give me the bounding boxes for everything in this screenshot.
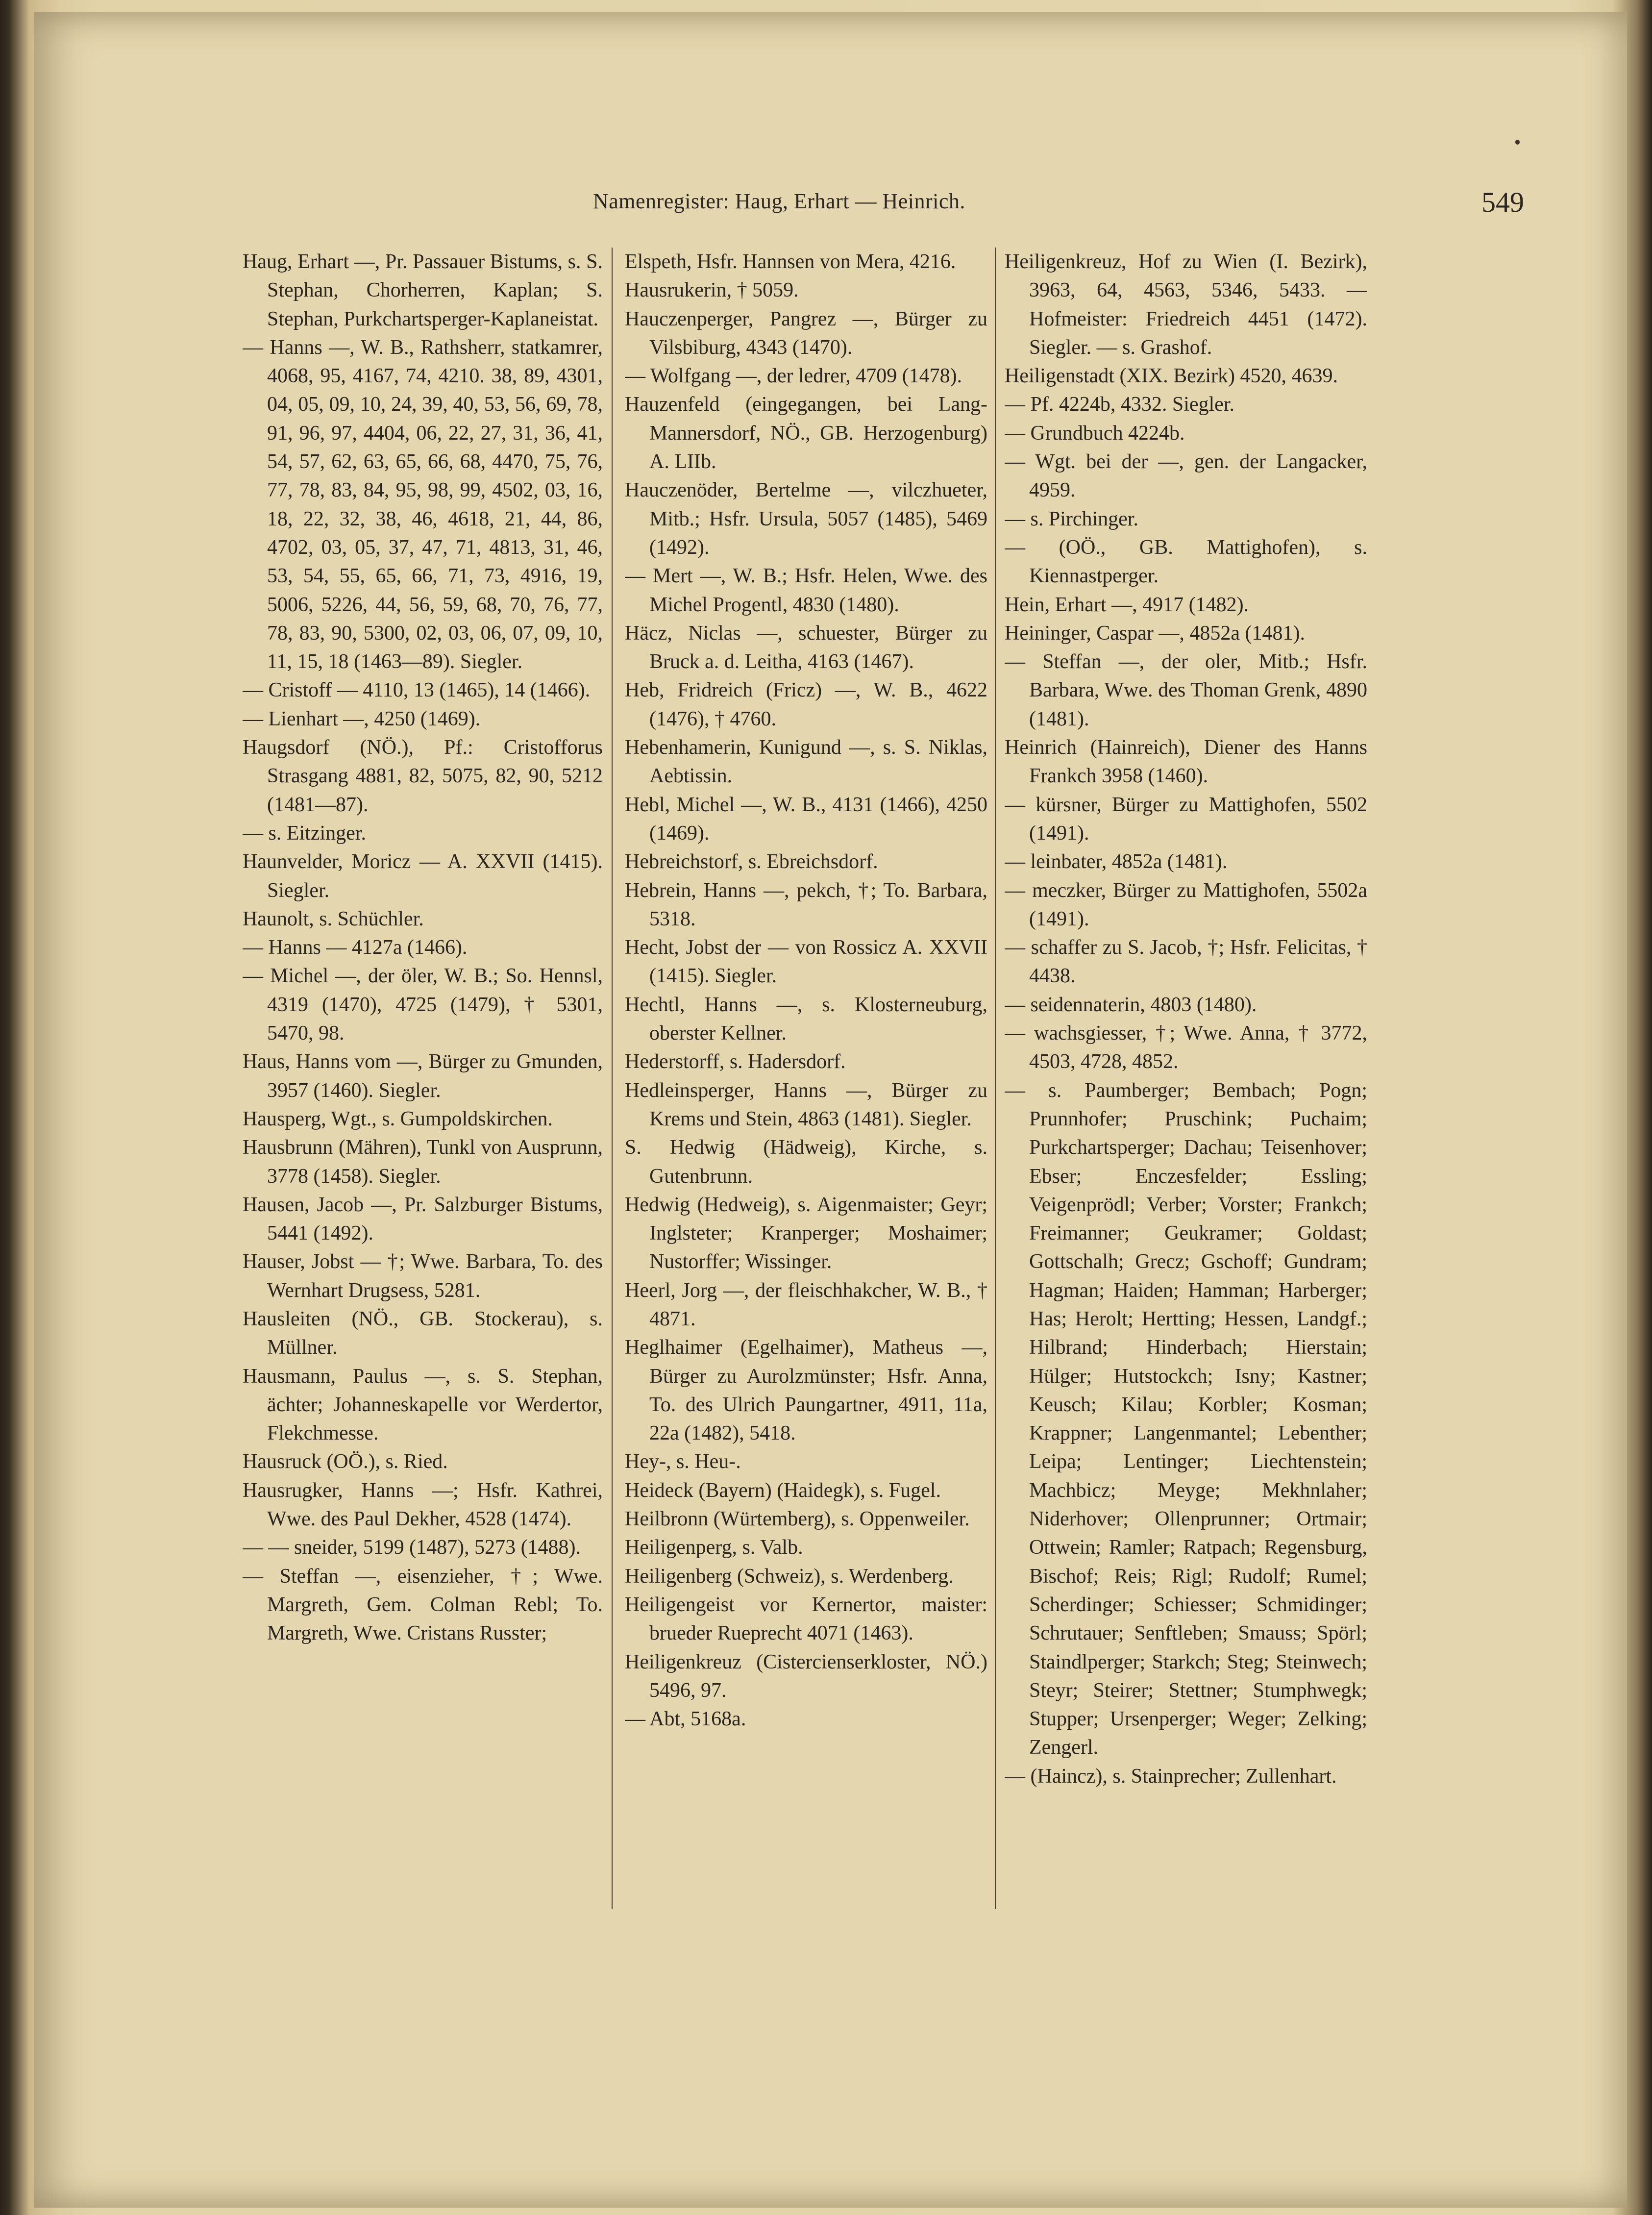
index-entry: Häcz, Niclas —, schuester, Bürger zu Bruck a. d. Leitha, 4163 (1467). [625, 622, 987, 673]
index-entry: Hausperg, Wgt., s. Gumpoldskirchen. [243, 1107, 553, 1130]
index-entry: Heb, Fridreich (Fricz) —, W. B., 4622 (1476), † 4760. [625, 679, 987, 730]
index-entry: — (OÖ., GB. Mattighofen), s. Kiennastperger. [1005, 536, 1367, 588]
index-entry: — s. Paumberger; Bembach; Pogn; Prunnhofer; Pruschink; Puchaim; Purkchartsperger; Dachau; Teisenhover; Ebser; Enczesfelder; Essling; Veigenprödl; Verber; Vorster; Frankch; Freimanner; Geukramer; Goldast; Gottschalh; Grecz; Gschoff; Gundram; Hagman; Haiden; Hamman; Harberger; Has; Herolt; Hertting; Hessen, Landgf.; Hilbrand; Hinderbach; Hierstain; Hülger; Hutstockch; Isny; Kastner; Keusch; Kilau; Korbler; Kosman; Krappner; Langenmantel; Lebenther; Leipa; Lentinger; Liechtenstein; Machbicz; Meyge; Mekhnlaher; Niderhover; Ollenprunner; Ortmair; Ottwein; Ramler; Ratpach; Regensburg, Bischof; Reis; Rigl; Rudolf; Rumel; Scherdinger; Schiesser; Schmidinger; Schrutauer; Senftleben; Smauss; Spörl; Staindlperger; Starkch; Steg; Steinwech; Steyr; Steirer; Stettner; Stumphwegk; Stupper; Ursenperger; Weger; Zelking; Zengerl. [1005, 1079, 1367, 1759]
index-entry: Haus, Hanns vom —, Bürger zu Gmunden, 3957 (1460). Siegler. [243, 1050, 603, 1102]
index-entry: Hausbrunn (Mähren), Tunkl von Ausprunn, 3778 (1458). Siegler. [243, 1136, 603, 1188]
index-entry: Haug, Erhart —, Pr. Passauer Bistums, s. S. Stephan, Chorherren, Kaplan; S. Stephan, Purkchartsperger-Kaplaneistat. [243, 250, 603, 330]
index-entry: Hauzenfeld (eingegangen, bei Lang-Mannersdorf, NÖ., GB. Herzogenburg) A. LIIb. [625, 393, 987, 473]
index-entry: — schaffer zu S. Jacob, †; Hsfr. Felicitas, † 4438. [1005, 936, 1367, 988]
page-number: 549 [1481, 186, 1524, 218]
index-entry: — Pf. 4224b, 4332. Siegler. [1005, 393, 1234, 416]
index-entry: — seidennaterin, 4803 (1480). [1005, 993, 1257, 1016]
index-entry: Hebl, Michel —, W. B., 4131 (1466), 4250 (1469). [625, 793, 987, 845]
index-entry: Hauczenperger, Pangrez —, Bürger zu Vilsbiburg, 4343 (1470). [625, 307, 987, 359]
index-entry: Elspeth, Hsfr. Hannsen von Mera, 4216. [625, 250, 956, 273]
index-entry: Heiligengeist vor Kernertor, maister: brueder Rueprecht 4071 (1463). [625, 1593, 987, 1645]
index-entry: Haugsdorf (NÖ.), Pf.: Cristofforus Strasgang 4881, 82, 5075, 82, 90, 5212 (1481—87). [243, 736, 603, 816]
index-entry: Heilbronn (Würtemberg), s. Oppenweiler. [625, 1508, 970, 1531]
index-entry: Hauczenöder, Bertelme —, vilczhueter, Mitb.; Hsfr. Ursula, 5057 (1485), 5469 (1492). [625, 479, 987, 559]
index-entry: — kürsner, Bürger zu Mattighofen, 5502 (1491). [1005, 793, 1367, 845]
index-entry: — Hanns —, W. B., Rathsherr, statkamrer, 4068, 95, 4167, 74, 4210. 38, 89, 4301, 04, 05, 09, 10, 24, 39, 40, 53, 56, 69, 78, 91, 96, 97, 4404, 06, 22, 27, 31, 36, 41, 54, 57, 62, 63, 65, 66, 68, 4470, 75, 76, 77, 78, 83, 84, 95, 98, 99, 4502, 03, 16, 18, 22, 32, 38, 46, 4618, 21, 44, 86, 4702, 03, 05, 37, 47, 71, 4813, 31, 46, 53, 54, 55, 65, 66, 71, 73, 4916, 19, 5006, 5226, 44, 56, 59, 68, 70, 76, 77, 78, 83, 90, 5300, 02, 03, 06, 07, 09, 10, 11, 15, 18 (1463—89). Siegler. [243, 336, 603, 673]
index-entry: Heiligenkreuz, Hof zu Wien (I. Bezirk), 3963, 64, 4563, 5346, 5433. — Hofmeister: Friedreich 4451 (1472). Siegler. — s. Grashof. [1005, 250, 1367, 359]
index-entry: Heininger, Caspar —, 4852a (1481). [1005, 622, 1305, 645]
index-entry: — — sneider, 5199 (1487), 5273 (1488). [243, 1536, 581, 1559]
running-header [593, 186, 1524, 228]
index-column-2 [625, 248, 987, 1939]
index-entry: Hederstorff, s. Hadersdorf. [625, 1050, 846, 1073]
index-entry: — meczker, Bürger zu Mattighofen, 5502a (1491). [1005, 879, 1367, 930]
index-entry: Hausruck (OÖ.), s. Ried. [243, 1450, 448, 1473]
index-column-3 [1005, 248, 1367, 1939]
index-entry: — Mert —, W. B.; Hsfr. Helen, Wwe. des Michel Progentl, 4830 (1480). [625, 565, 987, 616]
index-entry: S. Hedwig (Hädweig), Kirche, s. Gutenbrunn. [625, 1136, 987, 1188]
index-entry: Hausleiten (NÖ., GB. Stockerau), s. Müllner. [243, 1307, 603, 1359]
index-entry: Heiligenkreuz (Cistercienserkloster, NÖ.) 5496, 97. [625, 1650, 987, 1702]
index-entry: — s. Pirchinger. [1005, 507, 1138, 530]
index-entry: Heiligenperg, s. Valb. [625, 1536, 803, 1559]
index-entry: — Wolfgang —, der ledrer, 4709 (1478). [625, 365, 962, 388]
index-entry: Heiligenberg (Schweiz), s. Werdenberg. [625, 1565, 954, 1588]
index-entry: Heinrich (Hainreich), Diener des Hanns Frankch 3958 (1460). [1005, 736, 1367, 788]
index-entry: Hausen, Jacob —, Pr. Salzburger Bistums, 5441 (1492). [243, 1193, 603, 1245]
column-divider [995, 248, 996, 1909]
index-entry: — Michel —, der öler, W. B.; So. Hennsl, 4319 (1470), 4725 (1479), † 5301, 5470, 98. [243, 965, 603, 1045]
index-entry: — Lienhart —, 4250 (1469). [243, 707, 481, 730]
index-entry: Hechtl, Hanns —, s. Klosterneuburg, oberster Kellner. [625, 993, 987, 1045]
index-entry: Hebreichstorf, s. Ebreichsdorf. [625, 850, 878, 873]
index-entry: Hausmann, Paulus —, s. S. Stephan, ächter; Johanneskapelle vor Werdertor, Flekchmesse. [243, 1365, 603, 1445]
index-entry: — Cristoff — 4110, 13 (1465), 14 (1466). [243, 679, 591, 702]
index-entry: Hey-, s. Heu-. [625, 1450, 741, 1473]
index-entry: Hein, Erhart —, 4917 (1482). [1005, 593, 1249, 616]
index-entry: Hedleinsperger, Hanns —, Bürger zu Krems und Stein, 4863 (1481). Siegler. [625, 1079, 987, 1130]
index-entry: Hausrugker, Hanns —; Hsfr. Kathrei, Wwe. des Paul Dekher, 4528 (1474). [243, 1479, 603, 1531]
index-entry: — leinbater, 4852a (1481). [1005, 850, 1228, 873]
index-entry: Hauser, Jobst — †; Wwe. Barbara, To. des Wernhart Drugsess, 5281. [243, 1250, 603, 1302]
index-entry: — (Haincz), s. Stainprecher; Zullenhart. [1005, 1765, 1337, 1788]
index-entry: Haunvelder, Moricz — A. XXVII (1415). Siegler. [243, 850, 603, 902]
index-entry: Hedwig (Hedweig), s. Aigenmaister; Geyr; Inglsteter; Kranperger; Moshaimer; Nustorffer; Wissinger. [625, 1193, 987, 1273]
ink-spot [1515, 140, 1520, 145]
header-title: Namenregister: Haug, Erhart — Heinrich. [593, 189, 965, 213]
index-entry: — wachsgiesser, †; Wwe. Anna, † 3772, 4503, 4728, 4852. [1005, 1022, 1367, 1073]
index-entry: — Wgt. bei der —, gen. der Langacker, 4959. [1005, 450, 1367, 502]
index-entry: Heiligenstadt (XIX. Bezirk) 4520, 4639. [1005, 365, 1338, 388]
column-divider [612, 248, 613, 1909]
index-entry: — Steffan —, der oler, Mitb.; Hsfr. Barbara, Wwe. des Thoman Grenk, 4890 (1481). [1005, 650, 1367, 730]
index-entry: Heglhaimer (Egelhaimer), Matheus —, Bürger zu Aurolzmünster; Hsfr. Anna, To. des Ulrich Paungartner, 4911, 11a, 22a (1482), 5418. [625, 1336, 987, 1445]
index-entry: — Hanns — 4127a (1466). [243, 936, 468, 959]
index-entry: Hausrukerin, † 5059. [625, 279, 799, 302]
index-column-1 [243, 248, 603, 1939]
index-entry: Hebrein, Hanns —, pekch, †; To. Barbara, 5318. [625, 879, 987, 930]
index-entry: Heerl, Jorg —, der fleischhakcher, W. B., † 4871. [625, 1279, 987, 1330]
index-entry: Haunolt, s. Schüchler. [243, 907, 424, 930]
index-entry: Heideck (Bayern) (Haidegk), s. Fugel. [625, 1479, 941, 1502]
index-entry: — Abt, 5168a. [625, 1708, 746, 1731]
index-entry: Hebenhamerin, Kunigund —, s. S. Niklas, Aebtissin. [625, 736, 987, 788]
index-entry: — Grundbuch 4224b. [1005, 422, 1185, 445]
index-entry: — Steffan —, eisenzieher, †; Wwe. Margreth, Gem. Colman Rebl; To. Margreth, Wwe. Cristans Russter; [243, 1565, 603, 1645]
index-entry: — s. Eitzinger. [243, 821, 366, 845]
index-entry: Hecht, Jobst der — von Rossicz A. XXVII (1415). Siegler. [625, 936, 987, 988]
